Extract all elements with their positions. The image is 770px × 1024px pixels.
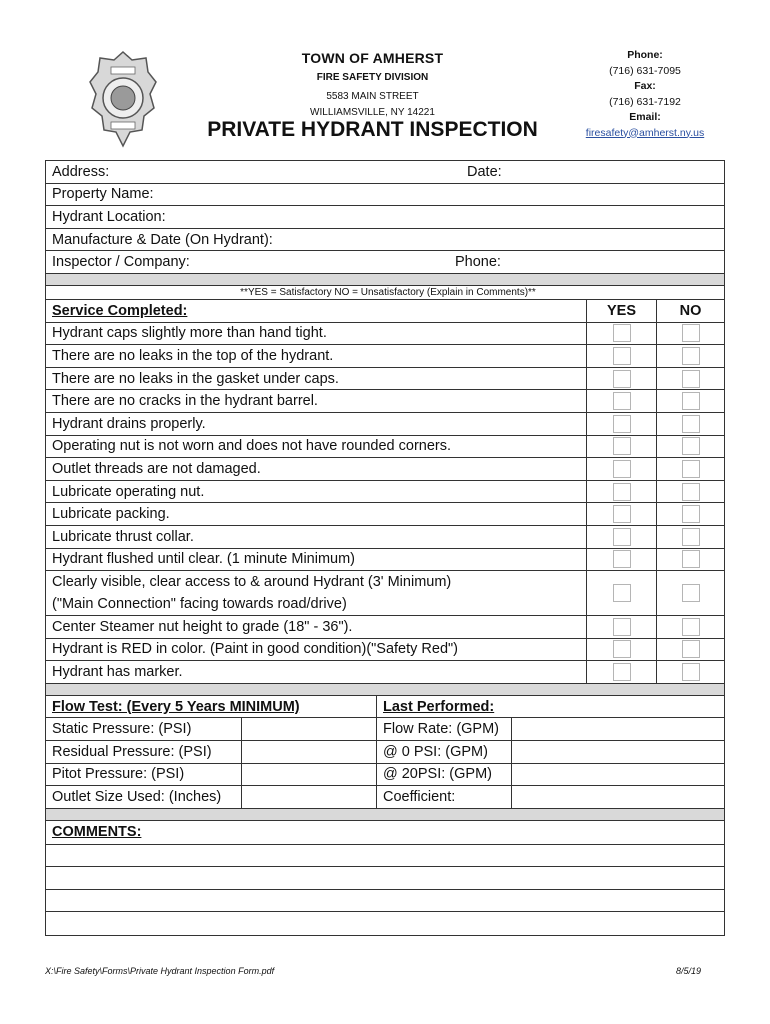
no-checkbox[interactable] bbox=[682, 528, 700, 546]
service-item-row bbox=[46, 549, 724, 572]
service-item-row bbox=[46, 481, 724, 504]
comment-line[interactable] bbox=[46, 890, 724, 913]
zero-psi-input[interactable] bbox=[511, 741, 724, 763]
yes-checkbox[interactable] bbox=[613, 618, 631, 636]
email-link[interactable]: firesafety@amherst.ny.us bbox=[585, 126, 705, 139]
yes-checkbox[interactable] bbox=[613, 528, 631, 546]
flow-rate-label: Flow Rate: (GPM) bbox=[376, 718, 511, 740]
no-checkbox[interactable] bbox=[682, 370, 700, 388]
service-item-row bbox=[46, 413, 724, 436]
flow-row bbox=[46, 741, 724, 764]
service-item-row bbox=[46, 571, 724, 616]
yes-checkbox[interactable] bbox=[613, 640, 631, 658]
property-name-field[interactable]: Property Name: bbox=[52, 186, 154, 203]
no-checkbox[interactable] bbox=[682, 415, 700, 433]
separator bbox=[46, 809, 724, 821]
service-item-row bbox=[46, 639, 724, 662]
outlet-size-label: Outlet Size Used: (Inches) bbox=[52, 789, 222, 806]
division-name: FIRE SAFETY DIVISION bbox=[316, 72, 429, 83]
inspector-row bbox=[46, 251, 724, 274]
email-label: Email: bbox=[629, 111, 661, 123]
service-item-label: Clearly visible, clear access to & around Hydrant (3' Minimum) bbox=[52, 574, 452, 591]
pitot-pressure-input[interactable] bbox=[241, 764, 376, 786]
service-item-row bbox=[46, 323, 724, 346]
address-field[interactable]: Address: bbox=[52, 163, 110, 180]
flow-rate-input[interactable] bbox=[511, 718, 724, 740]
date-field[interactable]: Date: bbox=[467, 163, 502, 180]
service-item-row bbox=[46, 345, 724, 368]
twenty-psi-label: @ 20PSI: (GPM) bbox=[376, 764, 511, 786]
service-item-label: ("Main Connection" facing towards road/drive) bbox=[52, 596, 347, 613]
outlet-size-input[interactable] bbox=[241, 786, 376, 808]
service-item-label: Outlet threads are not damaged. bbox=[52, 460, 261, 477]
no-checkbox[interactable] bbox=[682, 663, 700, 681]
residual-pressure-input[interactable] bbox=[241, 741, 376, 763]
street-address: 5583 MAIN STREET bbox=[326, 91, 419, 102]
no-checkbox[interactable] bbox=[682, 483, 700, 501]
yes-checkbox[interactable] bbox=[613, 483, 631, 501]
static-pressure-input[interactable] bbox=[241, 718, 376, 740]
service-heading: Service Completed: bbox=[52, 302, 188, 319]
no-checkbox[interactable] bbox=[682, 347, 700, 365]
service-item-label: Hydrant has marker. bbox=[52, 664, 183, 681]
coefficient-input[interactable] bbox=[511, 786, 724, 808]
property-row bbox=[46, 184, 724, 207]
service-item-label: Lubricate thrust collar. bbox=[52, 528, 194, 545]
form-header bbox=[0, 0, 770, 158]
comment-line[interactable] bbox=[46, 867, 724, 890]
fax-label: Fax: bbox=[634, 80, 656, 92]
yes-column-header: YES bbox=[586, 300, 656, 322]
service-item-label: Lubricate operating nut. bbox=[52, 483, 205, 500]
service-item-label: Hydrant is RED in color. (Paint in good condition)("Safety Red") bbox=[52, 641, 459, 658]
hydrant-location-field[interactable]: Hydrant Location: bbox=[52, 208, 166, 225]
service-item-label: Hydrant drains properly. bbox=[52, 415, 206, 432]
last-performed-heading: Last Performed: bbox=[376, 696, 724, 718]
service-item-label: There are no leaks in the gasket under caps. bbox=[52, 370, 339, 387]
yes-checkbox[interactable] bbox=[613, 437, 631, 455]
manufacture-row bbox=[46, 229, 724, 252]
no-checkbox[interactable] bbox=[682, 618, 700, 636]
organization-block bbox=[255, 50, 490, 121]
fax-number: (716) 631-7192 bbox=[609, 95, 681, 108]
service-item-row bbox=[46, 616, 724, 639]
no-checkbox[interactable] bbox=[682, 324, 700, 342]
service-item-label: There are no cracks in the hydrant barrel. bbox=[52, 393, 318, 410]
service-item-row bbox=[46, 661, 724, 684]
flow-row bbox=[46, 718, 724, 741]
contact-block bbox=[565, 48, 725, 141]
flow-heading-row bbox=[46, 696, 724, 719]
service-item-row bbox=[46, 526, 724, 549]
pitot-pressure-label: Pitot Pressure: (PSI) bbox=[52, 766, 185, 783]
service-item-label: There are no leaks in the top of the hydrant. bbox=[52, 347, 334, 364]
flow-row bbox=[46, 786, 724, 809]
comments-heading: COMMENTS: bbox=[52, 824, 142, 841]
no-column-header: NO bbox=[656, 300, 724, 322]
service-item-row bbox=[46, 436, 724, 459]
yes-checkbox[interactable] bbox=[613, 663, 631, 681]
comment-line[interactable] bbox=[46, 845, 724, 868]
footer-file-path: X:\Fire Safety\Forms\Private Hydrant Inspection Form.pdf bbox=[45, 966, 275, 976]
yes-checkbox[interactable] bbox=[613, 347, 631, 365]
comments-heading-row bbox=[46, 821, 724, 845]
yes-checkbox[interactable] bbox=[613, 324, 631, 342]
separator bbox=[46, 274, 724, 286]
yes-checkbox[interactable] bbox=[613, 415, 631, 433]
static-pressure-label: Static Pressure: (PSI) bbox=[52, 721, 192, 738]
service-item-row bbox=[46, 458, 724, 481]
inspector-company-field[interactable]: Inspector / Company: bbox=[52, 254, 190, 271]
address-row bbox=[46, 161, 724, 184]
yes-checkbox[interactable] bbox=[613, 392, 631, 410]
residual-pressure-label: Residual Pressure: (PSI) bbox=[52, 743, 212, 760]
service-item-label: Lubricate packing. bbox=[52, 506, 170, 523]
city-address: WILLIAMSVILLE, NY 14221 bbox=[310, 107, 435, 118]
service-item-label: Operating nut is not worn and does not have rounded corners. bbox=[52, 438, 452, 455]
no-checkbox[interactable] bbox=[682, 550, 700, 568]
zero-psi-label: @ 0 PSI: (GPM) bbox=[376, 741, 511, 763]
yes-checkbox[interactable] bbox=[613, 584, 631, 602]
legend-row bbox=[46, 286, 724, 300]
service-item-row bbox=[46, 390, 724, 413]
fire-department-badge-icon bbox=[88, 50, 158, 150]
separator bbox=[46, 684, 724, 696]
yes-checkbox[interactable] bbox=[613, 505, 631, 523]
service-item-row bbox=[46, 503, 724, 526]
phone-label: Phone: bbox=[627, 49, 663, 61]
location-row bbox=[46, 206, 724, 229]
manufacture-date-field[interactable]: Manufacture & Date (On Hydrant): bbox=[52, 231, 273, 248]
service-heading-row bbox=[46, 300, 724, 323]
no-checkbox[interactable] bbox=[682, 505, 700, 523]
no-checkbox[interactable] bbox=[682, 437, 700, 455]
page-title: PRIVATE HYDRANT INSPECTION bbox=[207, 118, 538, 141]
legend-text: **YES = Satisfactory NO = Unsatisfactory (Explain in Comments)** bbox=[240, 287, 536, 299]
phone-number: (716) 631-7095 bbox=[609, 64, 681, 77]
yes-checkbox[interactable] bbox=[613, 370, 631, 388]
inspection-form bbox=[45, 160, 725, 936]
footer-date: 8/5/19 bbox=[676, 966, 702, 976]
service-item-label: Hydrant flushed until clear. (1 minute Minimum) bbox=[52, 551, 356, 568]
no-checkbox[interactable] bbox=[682, 584, 700, 602]
no-checkbox[interactable] bbox=[682, 640, 700, 658]
yes-checkbox[interactable] bbox=[613, 550, 631, 568]
comment-line[interactable] bbox=[46, 912, 724, 935]
twenty-psi-input[interactable] bbox=[511, 764, 724, 786]
service-item-label: Center Steamer nut height to grade (18" - 36"). bbox=[52, 618, 353, 635]
yes-checkbox[interactable] bbox=[613, 460, 631, 478]
coefficient-label: Coefficient: bbox=[376, 786, 511, 808]
no-checkbox[interactable] bbox=[682, 392, 700, 410]
town-name: TOWN OF AMHERST bbox=[301, 50, 444, 66]
flow-test-heading: Flow Test: (Every 5 Years MINIMUM) bbox=[52, 698, 300, 715]
flow-row bbox=[46, 764, 724, 787]
service-item-row bbox=[46, 368, 724, 391]
service-item-label-multiline bbox=[46, 571, 586, 615]
service-item-label: Hydrant caps slightly more than hand tight. bbox=[52, 325, 327, 342]
no-checkbox[interactable] bbox=[682, 460, 700, 478]
inspector-phone-field[interactable]: Phone: bbox=[455, 254, 501, 271]
